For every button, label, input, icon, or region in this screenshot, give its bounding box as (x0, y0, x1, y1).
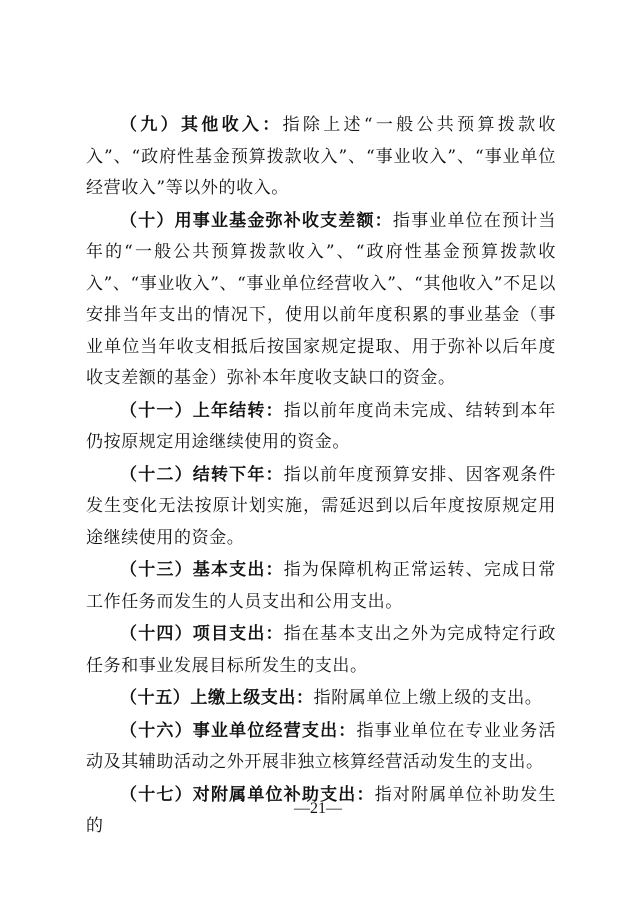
page-number: —21— (294, 800, 342, 817)
term-label: （十二）结转下年： (120, 464, 284, 485)
term-definition: 指除上述“一般公共预算拨款收入”、“政府性基金预算拨款收入”、“事业收入”、“事业单位经营收入”等以外的收入。 (86, 115, 556, 198)
document-body (86, 110, 556, 844)
term-label: （十五）上缴上级支出： (120, 688, 314, 708)
term-label: （十）用事业基金弥补收支差额： (120, 210, 393, 231)
paragraph-12 (86, 460, 556, 555)
paragraph-13 (86, 555, 556, 618)
paragraph-11 (86, 396, 556, 459)
term-definition: 指事业单位在专业业务活动及其辅助活动之外开展非独立核算经营活动发生的支出。 (86, 720, 556, 772)
term-definition: 指以前年度尚未完成、结转到本年仍按原规定用途继续使用的资金。 (86, 400, 556, 452)
term-definition: 指附属单位上缴上级的支出。 (313, 688, 543, 708)
paragraph-14 (86, 619, 556, 682)
paragraph-15 (86, 683, 556, 715)
term-label: （十一）上年结转： (120, 400, 284, 421)
paragraph-10 (86, 206, 556, 395)
term-definition: 指在基本支出之外为完成特定行政任务和事业发展目标所发生的支出。 (86, 624, 556, 676)
term-definition: 指为保障机构正常运转、完成日常工作任务而发生的人员支出和公用支出。 (86, 560, 556, 612)
term-label: （十七）对附属单位补助支出： (120, 784, 375, 805)
term-label: （九）其他收入： (120, 115, 283, 135)
term-label: （十六）事业单位经营支出： (120, 720, 357, 741)
paragraph-9 (86, 110, 556, 205)
term-label: （十三）基本支出： (120, 560, 284, 580)
term-definition: 指事业单位在预计当年的“一般公共预算拨款收入”、“政府性基金预算拨款收入”、“事业收入”、“事业单位经营收入”、“其他收入”不足以安排当年支出的情况下，使用以前年度积累的事业基金（事业单位当年收支相抵后按国家规定提取、用于弥补以后年度收支差额的基金）弥补本年度收支缺口的资金。 (86, 210, 557, 388)
term-definition: 指以前年度预算安排、因客观条件发生变化无法按原计划实施，需延迟到以后年度按原规定用途继续使用的资金。 (86, 464, 556, 548)
term-label: （十四）项目支出： (120, 624, 284, 644)
term-definition: 指对附属单位补助发生的 (86, 784, 557, 836)
paragraph-16 (86, 716, 556, 779)
